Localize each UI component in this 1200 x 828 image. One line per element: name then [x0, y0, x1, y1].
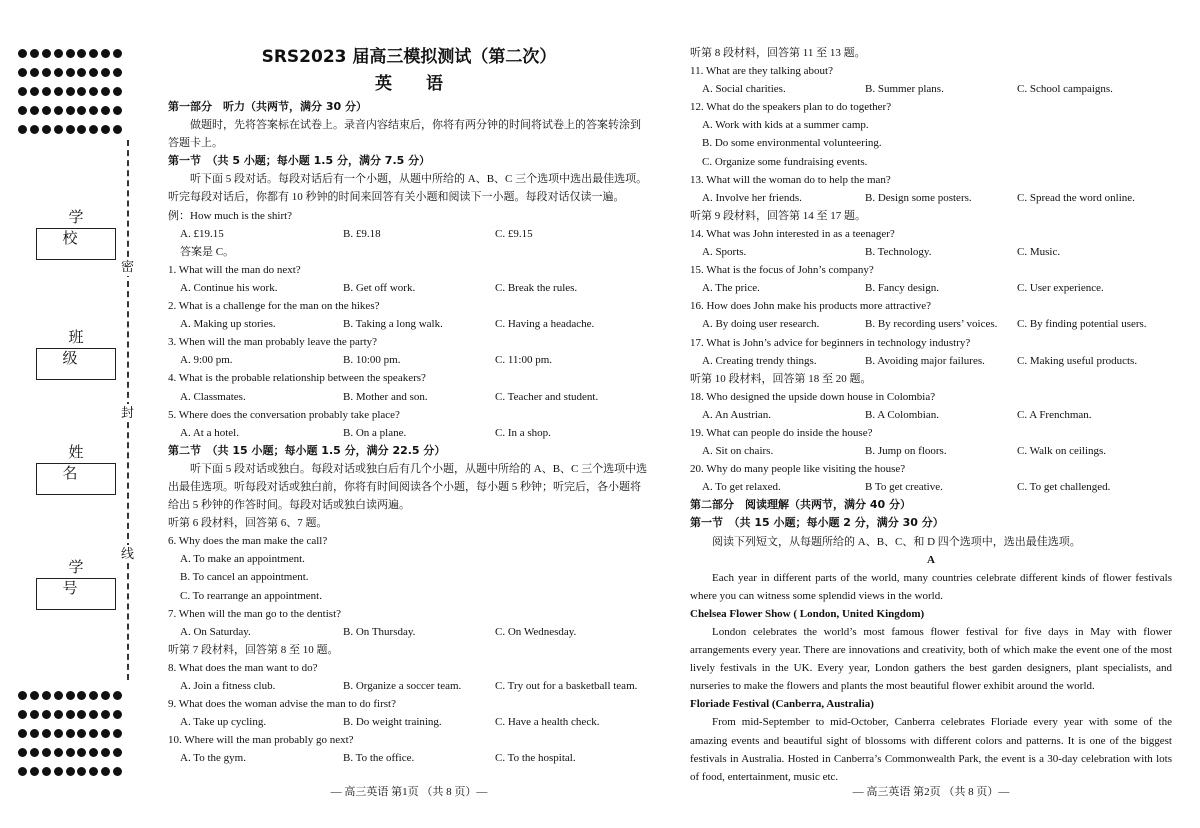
dot — [42, 125, 51, 134]
sec1-intro: 听下面 5 段对话。每段对话后有一个小题，从题中所给的 A、B、C 三个选项中选出最佳选项。听完每段对话后，你都有 10 秒钟的时间来回答有关小题和阅读下一小题。每段对话仅读一遍。 — [168, 173, 648, 204]
q6-option-a: A. To make an appointment. — [180, 553, 305, 566]
dot — [18, 106, 27, 115]
subject-title: 英 语 — [375, 74, 457, 94]
dot — [113, 125, 122, 134]
option-a: A. 9:00 pm. — [180, 354, 233, 367]
dot — [101, 710, 110, 719]
dot — [66, 106, 75, 115]
chelsea-text: London celebrates the world’s most famous flower festival for five days in May with flower arrangements every year. There are innovations and creativity, both of which make the event one of the most lively festivals in the UK. Every year, London gathers the best garden designers, plant specialists, and nurseries to make the flowers and plants the most beautiful flower exhibit around the world. — [690, 626, 1172, 693]
dot — [42, 68, 51, 77]
dot — [101, 767, 110, 776]
question-text: 3. When will the man probably leave the party? — [168, 336, 378, 349]
question-7: 7. When will the man go to the dentist? — [168, 607, 342, 620]
question-options — [690, 315, 1172, 333]
q12-option-a: A. Work with kids at a summer camp. — [702, 119, 869, 132]
school-label: 学 校 — [62, 210, 96, 247]
option-a: A. An Austrian. — [702, 408, 772, 421]
dot — [89, 68, 98, 77]
dot — [101, 125, 110, 134]
dot — [101, 68, 110, 77]
page-1-footer: — 高三英语 第1页 （共 8 页）— — [330, 786, 488, 798]
seal-char-feng: 封 — [121, 405, 135, 420]
option-a: A. Social charities. — [702, 83, 786, 96]
question-text: 5. Where does the conversation probably take place? — [168, 408, 400, 421]
dot-row — [18, 120, 122, 139]
option-b: B. Technology. — [865, 246, 932, 259]
exam-title: SRS2023 届高三模拟测试（第二次） — [261, 47, 557, 67]
dot — [54, 767, 63, 776]
dot — [89, 87, 98, 96]
option-c: C. Try out for a basketball team. — [495, 680, 638, 692]
questions-18-20 — [690, 388, 1172, 497]
dot — [66, 691, 75, 700]
question-text: 9. What does the woman advise the man to do first? — [168, 698, 396, 711]
q12-option-c: C. Organize some fundraising events. — [702, 155, 868, 168]
dot-row — [18, 705, 122, 724]
option-c: C. Have a health check. — [495, 716, 600, 729]
dot — [101, 691, 110, 700]
dot — [113, 748, 122, 757]
student-id-field[interactable] — [36, 578, 116, 610]
q7-option-b: B. On Thursday. — [343, 625, 416, 638]
dot — [89, 767, 98, 776]
sec2-intro: 听下面 5 段对话或独白。每段对话或独白后有几个小题，从题中所给的 A、B、C 三个选项中选出最佳选项。听每段对话或独白前，你将有时间阅读各个小题，每小题 5 秒钟；听完后，各小题将给出 5 秒钟的作答时间。每段对话或独白读两遍。 — [168, 462, 648, 512]
dot — [30, 691, 39, 700]
q13-option-a: A. Involve her friends. — [702, 191, 802, 204]
part1-intro: 做题时，先将答案标在试卷上。录音内容结束后，你将有两分钟的时间将试卷上的答案转涂到答题卡上。 — [168, 119, 641, 150]
dot — [113, 68, 122, 77]
name-field[interactable] — [36, 463, 116, 495]
option-b: B To get creative. — [865, 481, 943, 494]
question-options — [690, 352, 1172, 370]
q13-option-c: C. Spread the word online. — [1017, 191, 1135, 204]
questions-1-5 — [168, 261, 650, 442]
dot — [77, 691, 86, 700]
dot — [66, 767, 75, 776]
option-c: C. In a shop. — [495, 426, 551, 439]
dot — [89, 748, 98, 757]
dot — [77, 125, 86, 134]
option-c: C. To the hospital. — [495, 752, 576, 765]
dot-row — [18, 101, 122, 120]
dot — [77, 729, 86, 738]
listen-6-instruction: 听第 6 段材料，回答第 6、7 题。 — [168, 517, 328, 530]
dot — [113, 767, 122, 776]
floriade-text: From mid-September to mid-October, Canberra celebrates Floriade every year with some of the amazing events and beautiful sight of blossoms with different colors and patterns. It is one of the biggest festivals in Australia. Hosted in Canberra’s Commonwealth Park, the event is a 30-day celebration with lots of food, entertainment, music etc. — [690, 716, 1172, 783]
question-options — [690, 279, 1172, 297]
q7-options — [168, 623, 650, 641]
dot — [30, 68, 39, 77]
question-options — [168, 351, 650, 369]
sec2-heading: 第二节 （共 15 小题；每小题 1.5 分，满分 22.5 分） — [168, 443, 446, 457]
part2-sec1-heading: 第一节 （共 15 小题；每小题 2 分，满分 30 分） — [690, 516, 944, 530]
dot — [89, 49, 98, 58]
example-option-a: A. £19.15 — [180, 227, 224, 240]
dot — [66, 49, 75, 58]
option-a: A. Making up stories. — [180, 318, 276, 331]
option-a: A. To the gym. — [180, 752, 246, 765]
dot — [30, 49, 39, 58]
dot — [30, 106, 39, 115]
dot — [42, 748, 51, 757]
floriade-title: Floriade Festival (Canberra, Australia) — [690, 698, 874, 711]
dot — [18, 125, 27, 134]
option-c: C. Teacher and student. — [495, 390, 599, 403]
option-b: B. Jump on floors. — [865, 445, 947, 458]
q13-options — [690, 189, 1172, 207]
dot — [77, 68, 86, 77]
question-options — [168, 279, 650, 297]
option-a: A. Continue his work. — [180, 281, 278, 294]
question-options — [168, 749, 650, 767]
option-b: B. To the office. — [343, 752, 415, 765]
option-b: B. By recording users’ voices. — [865, 318, 998, 331]
listen-10-instruction: 听第 10 段材料，回答第 18 至 20 题。 — [690, 372, 872, 385]
part2-intro: 阅读下列短文，从每题所给的 A、B、C、和 D 四个选项中，选出最佳选项。 — [712, 535, 1081, 548]
question-options — [168, 388, 650, 406]
option-c: C. Break the rules. — [495, 281, 578, 294]
option-c: C. Having a headache. — [495, 318, 595, 331]
questions-14-17 — [690, 225, 1172, 370]
dot — [54, 49, 63, 58]
question-6: 6. Why does the man make the call? — [168, 535, 328, 548]
part1-heading: 第一部分 听力（共两节，满分 30 分） — [168, 100, 367, 113]
question-text: 4. What is the probable relationship between the speakers? — [168, 372, 426, 385]
dot — [54, 125, 63, 134]
option-b: B. Organize a soccer team. — [343, 680, 462, 692]
option-a: A. Join a fitness club. — [180, 680, 276, 692]
dot — [77, 87, 86, 96]
dot — [77, 49, 86, 58]
option-a: A. Take up cycling. — [180, 716, 267, 729]
question-options — [690, 243, 1172, 261]
example-option-c: C. £9.15 — [495, 227, 533, 240]
binding-dots-bottom — [18, 686, 122, 781]
q7-option-c: C. On Wednesday. — [495, 625, 577, 638]
dot — [113, 49, 122, 58]
dot — [77, 106, 86, 115]
dot — [66, 710, 75, 719]
name-label: 姓 名 — [62, 445, 96, 482]
option-c: C. By finding potential users. — [1017, 318, 1147, 331]
question-text: 8. What does the man want to do? — [168, 661, 318, 674]
dot — [89, 710, 98, 719]
dot — [18, 710, 27, 719]
question-text: 2. What is a challenge for the man on the hikes? — [168, 300, 380, 313]
dot — [18, 748, 27, 757]
dot — [66, 87, 75, 96]
dot-row — [18, 686, 122, 705]
question-options — [168, 315, 650, 333]
dot — [54, 106, 63, 115]
option-a: A. At a hotel. — [180, 426, 239, 439]
dot — [30, 87, 39, 96]
dot — [101, 106, 110, 115]
dot — [77, 710, 86, 719]
option-b: B. Summer plans. — [865, 83, 944, 96]
question-options — [168, 424, 650, 442]
dot — [30, 767, 39, 776]
question-options — [168, 713, 650, 731]
dot — [54, 710, 63, 719]
question-text: 11. What are they talking about? — [690, 65, 833, 78]
option-a: A. Sports. — [702, 246, 747, 259]
option-c: C. A Frenchman. — [1017, 408, 1092, 421]
question-text: 18. Who designed the upside down house in Colombia? — [690, 390, 936, 403]
option-a: A. By doing user research. — [702, 318, 820, 331]
dot-row — [18, 724, 122, 743]
dot-row — [18, 743, 122, 762]
dot — [77, 767, 86, 776]
question-text: 17. What is John’s advice for beginners in technology industry? — [690, 336, 971, 349]
dot — [89, 691, 98, 700]
binding-dots-top — [18, 44, 122, 139]
dot — [54, 68, 63, 77]
dot — [66, 729, 75, 738]
listen-9-instruction: 听第 9 段材料，回答第 14 至 17 题。 — [690, 209, 866, 222]
dot-row — [18, 762, 122, 781]
question-text: 15. What is the focus of John’s company? — [690, 264, 874, 277]
dot — [77, 748, 86, 757]
option-b: B. 10:00 pm. — [343, 354, 401, 367]
dot — [101, 729, 110, 738]
question-options — [690, 478, 1172, 496]
dot-row — [18, 63, 122, 82]
dot — [113, 691, 122, 700]
dot — [89, 125, 98, 134]
dot — [30, 710, 39, 719]
option-b: B. Mother and son. — [343, 390, 428, 403]
dot — [113, 87, 122, 96]
passage-letter: A — [927, 553, 935, 566]
questions-8-10 — [168, 659, 650, 768]
example-option-b: B. £9.18 — [343, 227, 381, 240]
dot — [18, 49, 27, 58]
question-11 — [690, 62, 1172, 98]
option-c: C. Making useful products. — [1017, 354, 1138, 367]
dot — [30, 729, 39, 738]
option-b: B. Fancy design. — [865, 282, 939, 295]
dot — [18, 68, 27, 77]
dot — [113, 710, 122, 719]
dot — [18, 729, 27, 738]
dot — [54, 691, 63, 700]
passage-intro: Each year in different parts of the world, many countries celebrate different kinds of flower festivals where you can witness some splendid views in the world. — [690, 571, 1172, 602]
question-text: 19. What can people do inside the house? — [690, 426, 873, 439]
option-c: C. To get challenged. — [1017, 481, 1111, 494]
dot — [101, 748, 110, 757]
question-text: 10. Where will the man probably go next? — [168, 734, 354, 747]
chelsea-title: Chelsea Flower Show ( London, United Kingdom) — [690, 607, 925, 620]
school-field[interactable] — [36, 228, 116, 260]
q7-option-a: A. On Saturday. — [180, 625, 251, 638]
example-question: 例：How much is the shirt? — [168, 209, 293, 222]
dot — [42, 710, 51, 719]
option-b: B. On a plane. — [343, 426, 407, 439]
question-text: 16. How does John make his products more attractive? — [690, 300, 932, 313]
question-options — [168, 677, 650, 695]
page-1-column — [168, 44, 650, 767]
q12-option-b: B. Do some environmental volunteering. — [702, 137, 882, 150]
question-options — [690, 442, 1172, 460]
option-a: A. The price. — [702, 282, 760, 295]
option-c: C. School campaigns. — [1017, 83, 1113, 96]
option-a: A. Sit on chairs. — [702, 445, 774, 458]
option-c: C. User experience. — [1017, 282, 1104, 295]
option-a: A. Classmates. — [180, 390, 246, 403]
option-b: B. Taking a long walk. — [343, 318, 443, 331]
option-a: A. Creating trendy things. — [702, 354, 817, 367]
dot — [66, 68, 75, 77]
listen-7-instruction: 听第 7 段材料，回答第 8 至 10 题。 — [168, 643, 339, 656]
page-2-footer: — 高三英语 第2页 （共 8 页）— — [852, 786, 1010, 798]
dot — [89, 106, 98, 115]
page-2-column — [690, 44, 1172, 786]
option-b: B. A Colombian. — [865, 408, 939, 421]
question-options — [690, 406, 1172, 424]
dot-row — [18, 82, 122, 101]
class-label: 班 级 — [62, 330, 96, 367]
dot — [54, 748, 63, 757]
q6-option-c: C. To rearrange an appointment. — [180, 589, 322, 602]
dot — [18, 87, 27, 96]
option-a: A. To get relaxed. — [702, 481, 781, 494]
seal-char-xian: 线 — [121, 546, 135, 561]
dot — [42, 691, 51, 700]
dot — [42, 729, 51, 738]
dot — [54, 729, 63, 738]
dot — [18, 767, 27, 776]
question-options — [690, 80, 1172, 98]
dot — [89, 729, 98, 738]
dot — [66, 125, 75, 134]
dot — [101, 49, 110, 58]
option-b: B. Avoiding major failures. — [865, 354, 985, 367]
q6-option-b: B. To cancel an appointment. — [180, 571, 309, 584]
option-c: C. 11:00 pm. — [495, 354, 553, 367]
dot — [42, 49, 51, 58]
question-text: 20. Why do many people like visiting the house? — [690, 463, 906, 476]
option-b: B. Get off work. — [343, 281, 416, 294]
question-text: 1. What will the man do next? — [168, 263, 301, 276]
class-field[interactable] — [36, 348, 116, 380]
option-b: B. Do weight training. — [343, 716, 442, 729]
dot — [30, 125, 39, 134]
option-c: C. Music. — [1017, 246, 1061, 259]
dot — [54, 87, 63, 96]
dot — [113, 106, 122, 115]
q13-option-b: B. Design some posters. — [865, 191, 972, 204]
dot — [42, 87, 51, 96]
question-12: 12. What do the speakers plan to do together? — [690, 101, 892, 114]
part2-heading: 第二部分 阅读理解（共两节，满分 40 分） — [690, 498, 911, 512]
sec1-heading: 第一节 （共 5 小题；每小题 1.5 分，满分 7.5 分） — [168, 154, 431, 168]
example-options — [168, 225, 650, 243]
listen-8-instruction: 听第 8 段材料，回答第 11 至 13 题。 — [690, 47, 866, 59]
dot — [66, 748, 75, 757]
seal-char-mi: 密 — [121, 259, 135, 274]
example-answer: 答案是 C。 — [180, 245, 235, 258]
dot — [18, 691, 27, 700]
dot — [101, 87, 110, 96]
dot — [42, 106, 51, 115]
dot — [113, 729, 122, 738]
dot — [42, 767, 51, 776]
option-c: C. Walk on ceilings. — [1017, 445, 1107, 458]
question-text: 14. What was John interested in as a teenager? — [690, 227, 895, 240]
dot — [30, 748, 39, 757]
student-id-label: 学 号 — [62, 560, 96, 597]
question-13: 13. What will the woman do to help the man? — [690, 173, 891, 186]
dot-row — [18, 44, 122, 63]
